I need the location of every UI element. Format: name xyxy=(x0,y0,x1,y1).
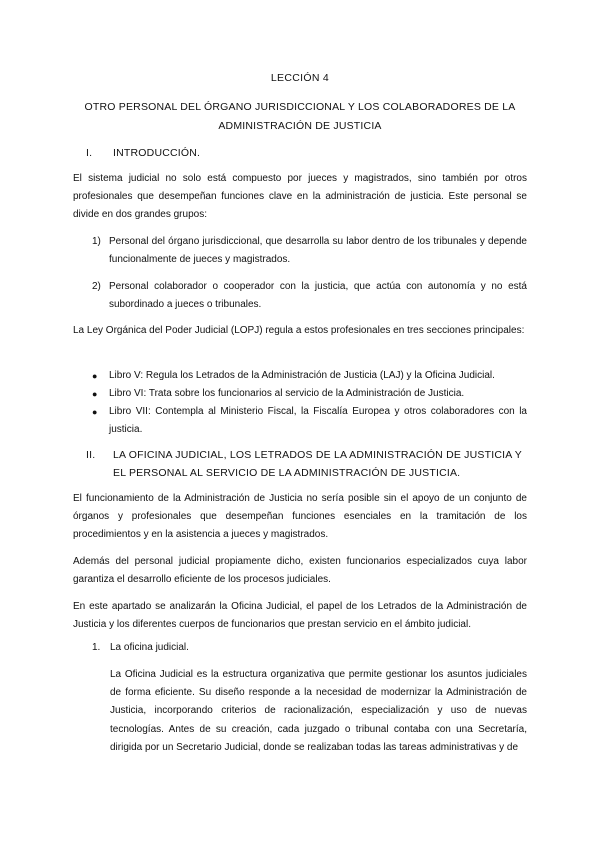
section-2-title: LA OFICINA JUDICIAL, LOS LETRADOS DE LA ADMINISTRACIÓN DE JUSTICIA Y EL PERSONAL AL SERVICIO DE LA ADMINISTRACIÓN DE JUSTICIA. xyxy=(113,449,522,479)
lesson-label: LECCIÓN 4 xyxy=(270,72,330,84)
section-2-paragraph: Además del personal judicial propiamente dicho, existen funcionarios especializados cuya labor garantiza el desarrollo eficiente de los procesos judiciales. xyxy=(73,556,527,585)
bullet-dot-icon: ● xyxy=(92,371,98,381)
bullet-text: Libro VI: Trata sobre los funcionarios al servicio de la Administración de Justicia. xyxy=(109,388,465,399)
subsection-title: La oficina judicial. xyxy=(110,642,189,653)
section-2-number: II. xyxy=(86,449,96,461)
section-1-title: INTRODUCCIÓN. xyxy=(113,147,201,159)
bullet-dot-icon: ● xyxy=(92,407,98,417)
subsection-paragraph: La Oficina Judicial es la estructura organizativa que permite gestionar los asuntos judiciales de forma eficiente. Su diseño responde a la necesidad de modernizar la Administración de Justicia, incorporando criterios de racionalización, especialización y uso de nuevas tecnologías. Antes de su creación, cada juzgado o tribunal contaba con una Secretaría, dirigida por un Secretario Judicial, donde se realizaban todas las tareas administrativas y de xyxy=(110,669,527,753)
subsection-number: 1. xyxy=(92,642,101,653)
list-marker: 2) xyxy=(92,281,101,292)
list-marker: 1) xyxy=(92,236,101,247)
bullet-text: Libro VII: Contempla al Ministerio Fiscal, la Fiscalía Europea y otros colaboradores con la justicia. xyxy=(109,406,527,435)
section-2-paragraph: El funcionamiento de la Administración de Justicia no sería posible sin el apoyo de un conjunto de órganos y profesionales que desempeñan funciones esenciales en la tramitación de los procedimientos y en la asistencia a jueces y magistrados. xyxy=(73,493,527,540)
section-2-paragraph: En este apartado se analizarán la Oficina Judicial, el papel de los Letrados de la Administración de Justicia y los diferentes cuerpos de funcionarios que prestan servicio en el ámbito judicial. xyxy=(73,601,527,630)
intro-paragraph: El sistema judicial no solo está compuesto por jueces y magistrados, sino también por otros profesionales que desempeñan funciones clave en la administración de justicia. Este personal se divide en dos grandes grupos: xyxy=(73,173,527,220)
bullet-dot-icon: ● xyxy=(92,389,98,399)
document-title: OTRO PERSONAL DEL ÓRGANO JURISDICCIONAL Y LOS COLABORADORES DE LA ADMINISTRACIÓN DE JUSTICIA xyxy=(84,101,516,132)
list-item-text: Personal del órgano jurisdiccional, que desarrolla su labor dentro de los tribunales y depende funcionalmente de jueces y magistrados. xyxy=(109,236,527,265)
section-1-number: I. xyxy=(86,147,93,159)
lopj-paragraph: La Ley Orgánica del Poder Judicial (LOPJ) regula a estos profesionales en tres secciones principales: xyxy=(73,325,525,336)
bullet-text: Libro V: Regula los Letrados de la Administración de Justicia (LAJ) y la Oficina Judicial. xyxy=(109,370,495,381)
list-item-text: Personal colaborador o cooperador con la justicia, que actúa con autonomía y no está subordinado a jueces o tribunales. xyxy=(109,281,527,310)
